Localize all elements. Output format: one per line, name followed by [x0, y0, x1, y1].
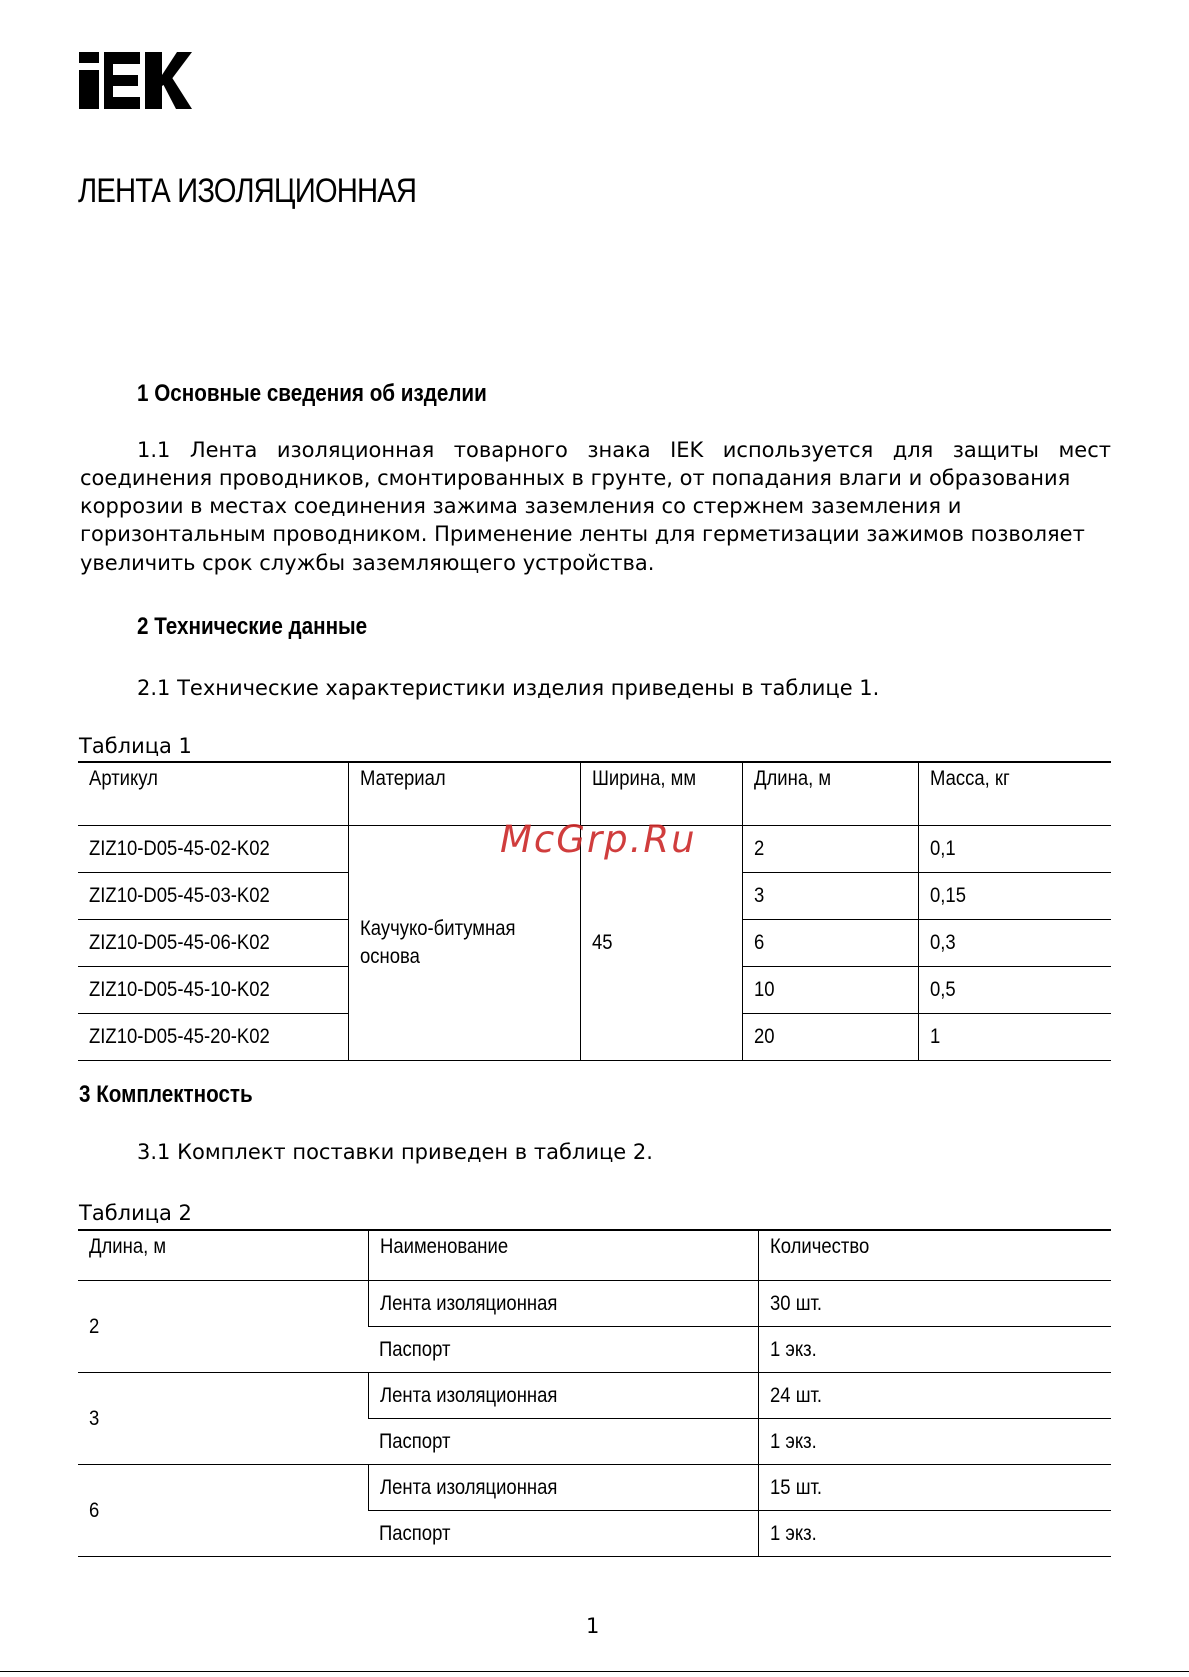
- qty-cell: 1 экз.: [758, 1419, 1111, 1465]
- qty-cell: 1 экз.: [758, 1327, 1111, 1373]
- table-1: [78, 761, 1111, 1061]
- table-1-header-row: [78, 762, 1111, 826]
- section-2-paragraph: 2.1 Технические характеристики изделия приведены в таблице 1.: [137, 676, 880, 700]
- article-cell: ZIZ10-D05-45-02-K02: [78, 826, 348, 873]
- page-number: 1: [586, 1614, 600, 1638]
- table-row: [78, 1465, 1111, 1511]
- qty-cell: 1 экз.: [758, 1511, 1111, 1557]
- qty-cell: 15 шт.: [758, 1465, 1111, 1511]
- table-header-cell: Длина, м: [78, 1230, 368, 1281]
- length-cell: 3: [78, 1373, 368, 1465]
- length-cell: 6: [742, 920, 918, 967]
- name-cell: Паспорт: [368, 1419, 758, 1465]
- article-cell: ZIZ10-D05-45-03-K02: [78, 873, 348, 920]
- table-header-cell: Длина, м: [742, 762, 918, 826]
- mass-cell: 0,3: [918, 920, 1111, 967]
- table-1-caption: Таблица 1: [79, 734, 192, 758]
- table-header-cell: Количество: [758, 1230, 1111, 1281]
- watermark: McGrp.Ru: [500, 818, 697, 861]
- section-2-heading: 2 Технические данные: [137, 613, 368, 640]
- article-cell: ZIZ10-D05-45-10-K02: [78, 967, 348, 1014]
- length-cell: 10: [742, 967, 918, 1014]
- length-cell: 20: [742, 1014, 918, 1061]
- name-cell: Паспорт: [368, 1327, 758, 1373]
- iek-logo: [79, 52, 192, 109]
- table-header-cell: Масса, кг: [918, 762, 1111, 826]
- name-cell: Паспорт: [368, 1511, 758, 1557]
- article-cell: ZIZ10-D05-45-06-K02: [78, 920, 348, 967]
- length-cell: 6: [78, 1465, 368, 1557]
- table-2: [78, 1229, 1111, 1557]
- paragraph-line: соединения проводников, смонтированных в грунте, от попадания влаги и образования: [80, 466, 1071, 490]
- bottom-divider: [0, 1671, 1189, 1672]
- table-2-header-row: [78, 1230, 1111, 1281]
- table-header-cell: Наименование: [368, 1230, 758, 1281]
- width-cell: 45: [580, 826, 742, 1061]
- qty-cell: 24 шт.: [758, 1373, 1111, 1419]
- article-cell: ZIZ10-D05-45-20-K02: [78, 1014, 348, 1061]
- length-cell: 2: [742, 826, 918, 873]
- mass-cell: 0,1: [918, 826, 1111, 873]
- qty-cell: 30 шт.: [758, 1281, 1111, 1327]
- paragraph-line: увеличить срок службы заземляющего устройства.: [80, 551, 655, 575]
- material-cell: Каучуко-битумная основа: [348, 826, 580, 1061]
- mass-cell: 0,15: [918, 873, 1111, 920]
- paragraph-line: 1.1 Лента изоляционная товарного знака IEK используется для защиты мест: [137, 438, 1111, 462]
- paragraph-line: горизонтальным проводником. Применение ленты для герметизации зажимов позволяет: [80, 522, 1085, 546]
- table-row: [78, 1281, 1111, 1327]
- mass-cell: 0,5: [918, 967, 1111, 1014]
- name-cell: Лента изоляционная: [368, 1281, 758, 1327]
- table-header-cell: Материал: [348, 762, 580, 826]
- table-header-cell: Артикул: [78, 762, 348, 826]
- name-cell: Лента изоляционная: [368, 1373, 758, 1419]
- name-cell: Лента изоляционная: [368, 1465, 758, 1511]
- document-title: ЛЕНТА ИЗОЛЯЦИОННАЯ: [78, 172, 417, 210]
- section-3-heading: 3 Комплектность: [79, 1081, 253, 1108]
- mass-cell: 1: [918, 1014, 1111, 1061]
- length-cell: 2: [78, 1281, 368, 1373]
- table-header-cell: Ширина, мм: [580, 762, 742, 826]
- length-cell: 3: [742, 873, 918, 920]
- table-2-caption: Таблица 2: [79, 1201, 192, 1225]
- table-row: [78, 1373, 1111, 1419]
- section-3-paragraph: 3.1 Комплект поставки приведен в таблице 2.: [137, 1140, 653, 1164]
- paragraph-line: коррозии в местах соединения зажима заземления со стержнем заземления и: [80, 494, 962, 518]
- section-1-heading: 1 Основные сведения об изделии: [137, 380, 487, 407]
